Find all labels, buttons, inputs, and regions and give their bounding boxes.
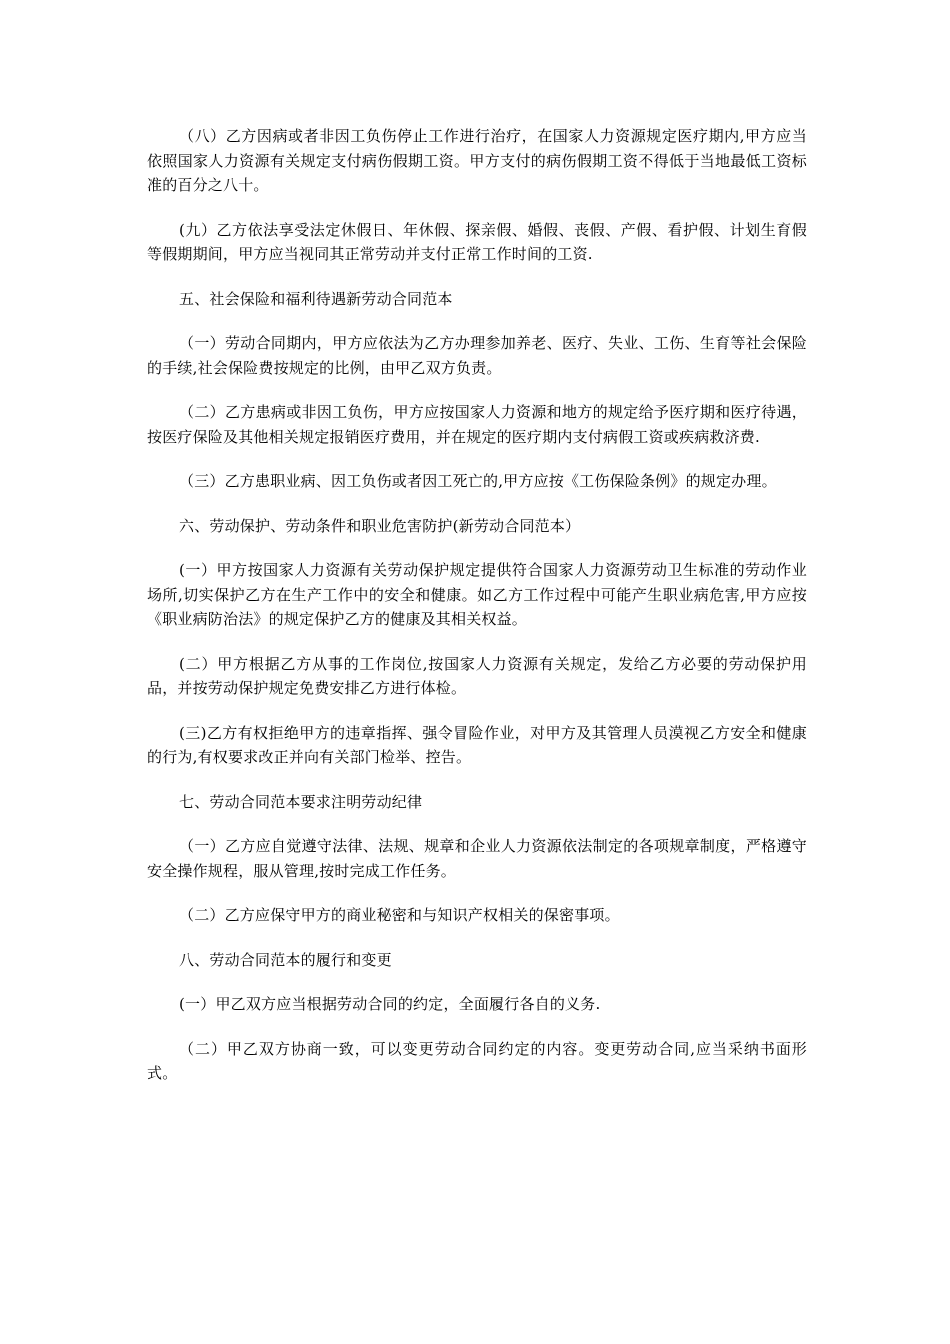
section-heading-labor-discipline: 七、劳动合同范本要求注明劳动纪律 xyxy=(179,792,423,811)
paragraph-statutory-holidays: (九）乙方依法享受法定休假日、年休假、探亲假、婚假、丧假、产假、看护假、计划生育假等假期期间，甲方应当视同其正常劳动并支付正常工作时间的工资. xyxy=(147,220,807,263)
paragraph-right-to-refuse: (三)乙方有权拒绝甲方的违章指挥、强令冒险作业，对甲方及其管理人员漠视乙方安全和健康的行为,有权要求改正并向有关部门检举、控告。 xyxy=(147,723,807,766)
paragraph-performance: (一）甲乙双方应当根据劳动合同的约定，全面履行各自的义务. xyxy=(179,995,601,1013)
section-heading-labor-protection: 六、劳动保护、劳动条件和职业危害防护(新劳动合同范本） xyxy=(179,516,581,535)
paragraph-sick-leave-pay: （八）乙方因病或者非因工负伤停止工作进行治疗，在国家人力资源规定医疗期内,甲方应当依照国家人力资源有关规定支付病伤假期工资。甲方支付的病伤假期工资不得低于当地最低工资标准的百分之八十。 xyxy=(147,127,807,194)
document-body xyxy=(147,124,807,1106)
paragraph-social-insurance-enrollment: （一）劳动合同期内，甲方应依法为乙方办理参加养老、医疗、失业、工伤、生育等社会保险的手续,社会保险费按规定的比例，由甲乙双方负责。 xyxy=(147,334,807,377)
paragraph-occupational-injury: （三）乙方患职业病、因工负伤或者因工死亡的,甲方应按《工伤保险条例》的规定办理。 xyxy=(179,472,777,490)
paragraph-compliance: （一）乙方应自觉遵守法律、法规、规章和企业人力资源依法制定的各项规章制度，严格遵守安全操作规程，服从管理,按时完成工作任务。 xyxy=(147,837,807,880)
paragraph-medical-treatment: （二）乙方患病或非因工负伤，甲方应按国家人力资源和地方的规定给予医疗期和医疗待遇，按医疗保险及其他相关规定报销医疗费用，并在规定的医疗期内支付病假工资或疾病救济费. xyxy=(147,403,807,446)
paragraph-protective-equipment: (二）甲方根据乙方从事的工作岗位,按国家人力资源有关规定，发给乙方必要的劳动保护用品，并按劳动保护规定免费安排乙方进行体检。 xyxy=(147,654,807,697)
paragraph-workplace-safety: (一）甲方按国家人力资源有关劳动保护规定提供符合国家人力资源劳动卫生标准的劳动作业场所,切实保护乙方在生产工作中的安全和健康。如乙方工作过程中可能产生职业病危害,甲方应按《职业病防治法》的规定保护乙方的健康及其相关权益。 xyxy=(147,561,807,628)
paragraph-contract-modification: （二）甲乙双方协商一致，可以变更劳动合同约定的内容。变更劳动合同,应当采纳书面形式。 xyxy=(147,1039,807,1082)
section-heading-performance-change: 八、劳动合同范本的履行和变更 xyxy=(179,950,392,969)
section-heading-social-insurance: 五、社会保险和福利待遇新劳动合同范本 xyxy=(179,289,453,308)
paragraph-confidentiality: （二）乙方应保守甲方的商业秘密和与知识产权相关的保密事项。 xyxy=(179,906,620,924)
